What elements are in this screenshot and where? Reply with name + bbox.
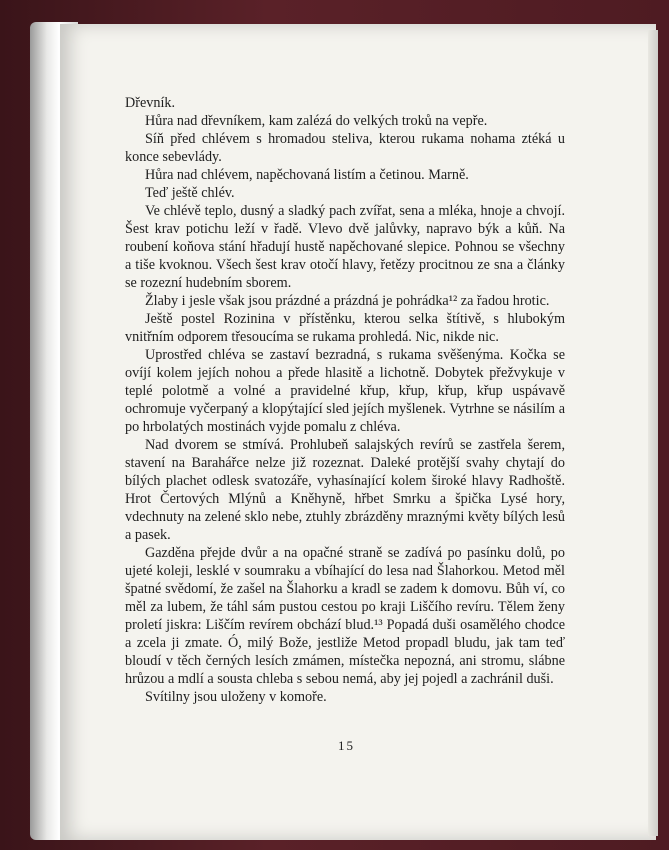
page-number: 15 [338, 738, 355, 753]
paragraph: Ve chlévě teplo, dusný a sladký pach zvířat, sena a mléka, hnoje a chvojí. Šest krav potichu leží v řadě. Vlevo dvě jalůvky, napravo býk a kůň. Na roubení koňova stání hřadují hustě napěchované slepice. Pohnou se všechny a tiše kvoknou. Všech šest krav otočí hlavy, řetězy procitnou ze sna a články se rozezní hudebním sborem. [125, 203, 565, 291]
paragraph: Dřevník. [125, 95, 176, 111]
paragraph: Žlaby i jesle však jsou prázdné a prázdná je pohrádka¹² za řadou hrotic. [145, 293, 550, 309]
paragraph: Hůra nad dřevníkem, kam zalézá do velkých troků na vepře. [145, 113, 488, 129]
paragraph: Uprostřed chléva se zastaví bezradná, s rukama svěšenýma. Kočka se ovíjí kolem jejích nohou a přede hlasitě a lichotně. Dobytek přežvykuje v teplé polotmě a volné a pravidelné křup, křup, křup, křup uspávavě ochromuje vyčerpaný a klopýtající sled jejích myšlenek. Vytrhne se násilím a po hrbolatých mostinách vyjde pomalu z chléva. [125, 347, 565, 435]
paragraph: Svítilny jsou uloženy v komoře. [145, 689, 327, 705]
paragraph: Hůra nad chlévem, napěchovaná listím a četinou. Marně. [145, 167, 469, 183]
page-text [125, 94, 565, 706]
paragraph: Nad dvorem se stmívá. Prohlubeň salajských revírů se zastřela šerem, stavení na Barahářce nelze již rozeznat. Daleké protější svahy chytají do bílých plachet odlesk svatozáře, vyhasínající kolem široké hlavy Radhoště. Hrot Čertových Mlýnů a Kněhyně, hřbet Smrku a špička Lysé hory, vdechnuty na zelené sklo nebe, ztuhly zbrázděny mraznými květy bílých lesů a pasek. [125, 437, 565, 543]
paragraph: Teď ještě chlév. [145, 185, 235, 201]
paragraph: Gazděna přejde dvůr a na opačné straně se zadívá po pasínku dolů, po ujeté koleji, lesklé v soumraku a vbíhající do lesa nad Šlahorkou. Metod měl špatné svědomí, že zašel na Šlahorku a kradl se zadem k domovu. Bůh ví, co měl za lubem, že táhl sám pustou cestou po kraji Liščího revíru. Tělem ženy proletí jiskra: Liščím revírem obchází blud.¹³ Popadá duši osamělého chodce a zcela ji zmate. Ó, milý Bože, jestliže Metod propadl bludu, jak tam teď bloudí v těch černých lesích zmámen, místečka nepozná, ani stromu, slábne hrůzou a mdlí a sousta chleba s sebou nemá, aby jej pojedl a zachránil duši. [125, 545, 565, 687]
paragraph: Ještě postel Rozinina v přístěnku, kterou selka štítivě, s hlubokým vnitřním odporem třesoucíma se rukama prohledá. Nic, nikde nic. [125, 311, 565, 345]
page-edge [648, 30, 658, 836]
paragraph: Síň před chlévem s hromadou steliva, kterou rukama nohama ztéká u konce sebevlády. [125, 131, 565, 165]
